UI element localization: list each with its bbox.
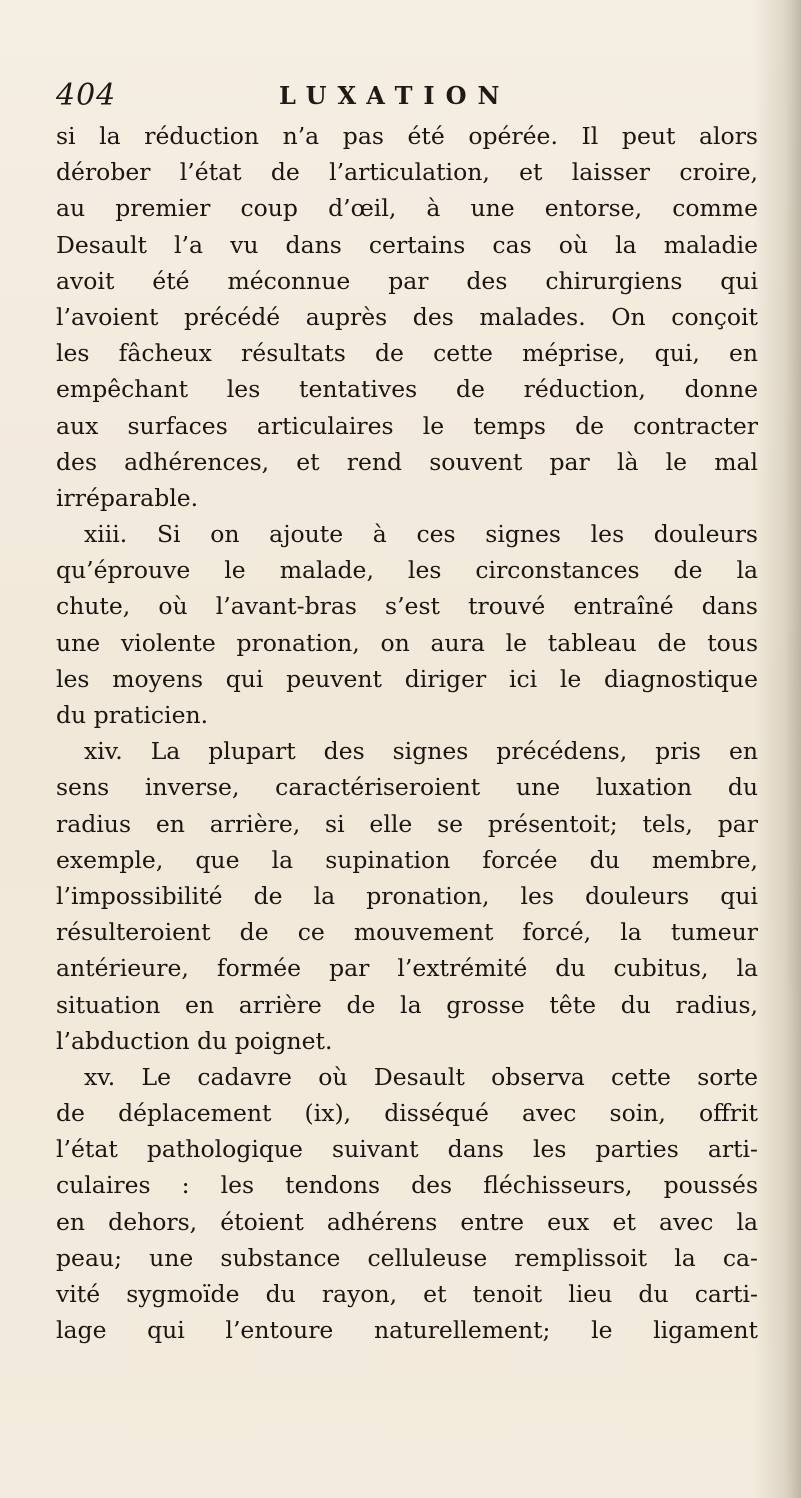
text-line: dérober l’état de l’articulation, et laisser croire, (56, 158, 758, 187)
text-line: du praticien. (56, 701, 209, 729)
text-line: sens inverse, caractériseroient une luxation du (56, 773, 758, 802)
text-line: culaires : les tendons des fléchisseurs, poussés (56, 1171, 758, 1200)
section-xv-start: xv. Le cadavre où Desault observa cette sorte (84, 1062, 758, 1091)
text-line: chute, où l’avant-bras s’est trouvé entraîné dans (56, 592, 758, 621)
text-line: si la réduction n’a pas été opérée. Il peut alors (56, 122, 758, 150)
text-line: exemple, que la supination forcée du membre, (56, 845, 758, 874)
text-line: les moyens qui peuvent diriger ici le diagnostique (56, 664, 758, 693)
text-line: empêchant les tentatives de réduction, donne (56, 375, 758, 404)
text-line: une violente pronation, on aura le tableau de tous (56, 628, 758, 657)
text-line: avoit été méconnue par des chirurgiens qui (56, 266, 758, 295)
text-line: l’avoient précédé auprès des malades. On conçoit (56, 302, 758, 331)
text-line: l’état pathologique suivant dans les parties arti- (56, 1135, 758, 1164)
section-xiv-start: xiv. La plupart des signes précédens, pris en (84, 737, 758, 766)
text-line: peau; une substance celluleuse remplissoit la ca- (56, 1243, 758, 1272)
text-line: irréparable. (56, 483, 199, 512)
text-line: vité sygmoïde du rayon, et tenoit lieu du carti- (56, 1280, 758, 1308)
section-xiii-start: xiii. Si on ajoute à ces signes les douleurs (84, 520, 758, 549)
text-line: aux surfaces articulaires le temps de contracter (56, 411, 758, 440)
page-header (56, 78, 756, 118)
text-line: résulteroient de ce mouvement forcé, la tumeur (56, 918, 758, 947)
text-line: l’impossibilité de la pronation, les douleurs qui (56, 881, 758, 910)
page-number: 404 (56, 78, 117, 113)
text-line: des adhérences, et rend souvent par là le mal (56, 447, 758, 476)
text-line: antérieure, formée par l’extrémité du cubitus, la (56, 954, 758, 983)
text-line: Desault l’a vu dans certains cas où la maladie (56, 230, 758, 259)
body-text (56, 118, 758, 1348)
text-line: lage qui l’entoure naturellement; le ligament (56, 1316, 758, 1345)
text-line: de déplacement (ix), disséqué avec soin, offrit (56, 1099, 758, 1128)
text-line: en dehors, étoient adhérens entre eux et avec la (56, 1207, 758, 1236)
running-head: LUXATION (279, 81, 511, 110)
text-line: les fâcheux résultats de cette méprise, qui, en (56, 339, 758, 368)
text-line: l’abduction du poignet. (56, 1026, 333, 1055)
text-line: au premier coup d’œil, à une entorse, comme (56, 194, 758, 223)
text-line: qu’éprouve le malade, les circonstances de la (56, 556, 758, 585)
text-line: situation en arrière de la grosse tête du radius, (56, 990, 758, 1019)
text-line: radius en arrière, si elle se présentoit; tels, par (56, 809, 758, 838)
